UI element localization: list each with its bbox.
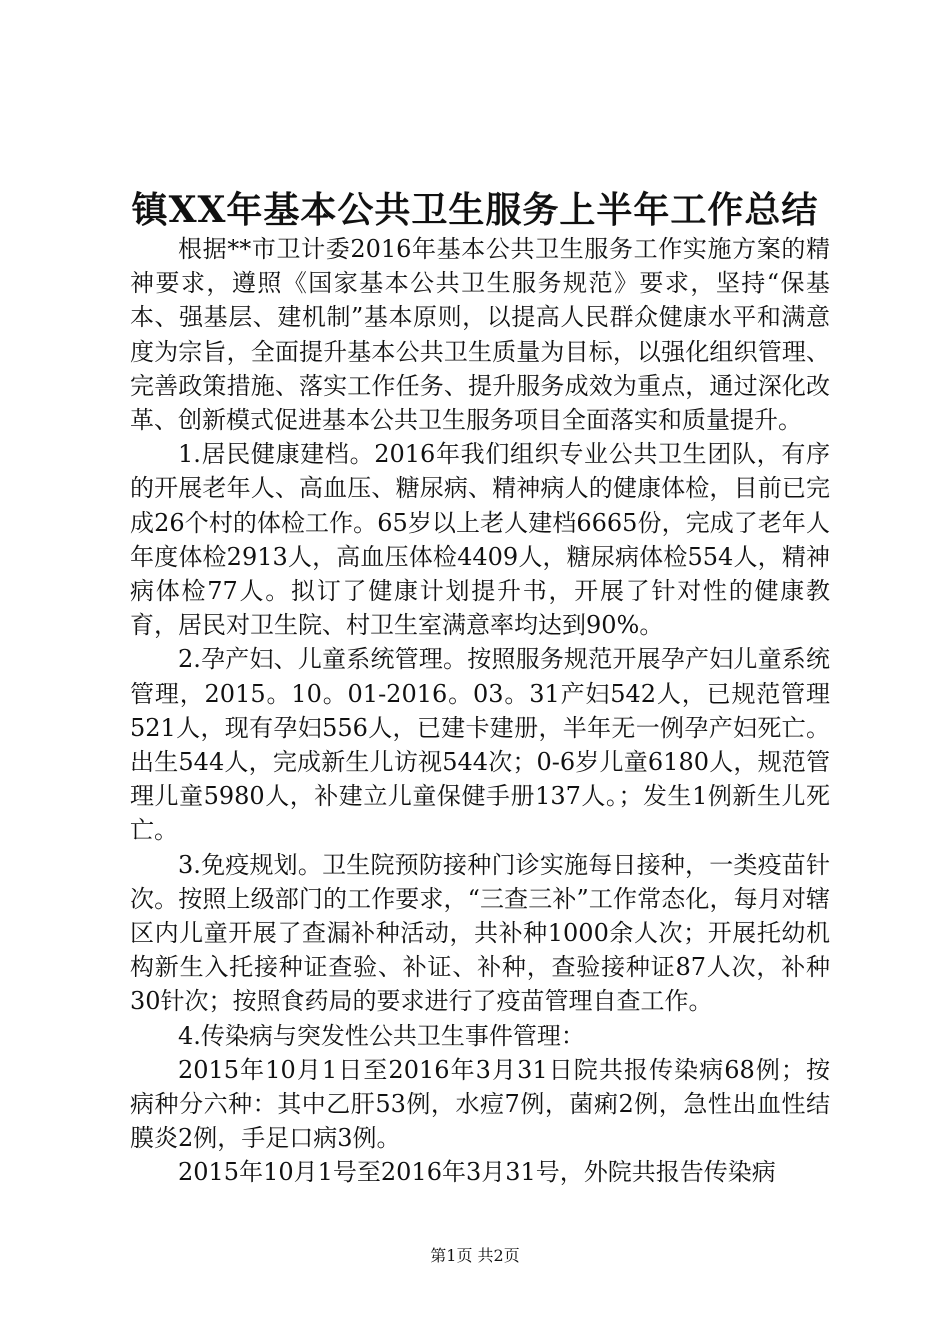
paragraph-infectious-external: 2015年10月1号至2016年3月31号，外院共报告传染病 bbox=[178, 1158, 776, 1187]
paragraph-intro: 根据**市卫计委2016年基本公共卫生服务工作实施方案的精神要求，遵照《国家基本公共卫生服务规范》要求，坚持“保基本、强基层、建机制”基本原则，以提高人民群众健康水平和满意度为宗旨，全面提升基本公共卫生质量为目标，以强化组织管理、完善政策措施、落实工作任务、提升服务成效为重点，通过深化改革、创新模式促进基本公共卫生服务项目全面落实和质量提升。 bbox=[130, 235, 830, 435]
paragraph-immunization: 3.免疫规划。卫生院预防接种门诊实施每日接种，一类疫苗针次。按照上级部门的工作要求，“三查三补”工作常态化，每月对辖区内儿童开展了查漏补种活动，共补种1000余人次；开展托幼机构新生入托接种证查验、补证、补种，查验接种证87人次，补种30针次；按照食药局的要求进行了疫苗管理自查工作。 bbox=[130, 850, 830, 1016]
paragraph-infectious-internal: 2015年10月1日至2016年3月31日院共报传染病68例；按病种分六种：其中乙肝53例，水痘7例，菌痢2例，急性出血性结膜炎2例，手足口病3例。 bbox=[130, 1055, 830, 1153]
document-title: 镇XX年基本公共卫生服务上半年工作总结 bbox=[131, 189, 819, 231]
page-footer: 第1页 共2页 bbox=[430, 1246, 520, 1265]
document-body bbox=[130, 232, 830, 1190]
paragraph-maternal-child: 2.孕产妇、儿童系统管理。按照服务规范开展孕产妇儿童系统管理，2015。10。01-2016。03。31产妇542人，已规范管理521人，现有孕妇556人，已建卡建册，半年无一例孕产妇死亡。出生544人，完成新生儿访视544次；0-6岁儿童6180人，规范管理儿童5980人，补建立儿童保健手册137人。；发生1例新生儿死亡。 bbox=[130, 645, 830, 845]
paragraph-infectious-heading: 4.传染病与突发性公共卫生事件管理： bbox=[178, 1021, 585, 1050]
paragraph-health-records: 1.居民健康建档。2016年我们组织专业公共卫生团队，有序的开展老年人、高血压、糖尿病、精神病人的健康体检，目前已完成26个村的体检工作。65岁以上老人建档6665份，完成了老年人年度体检2913人，高血压体检4409人，糖尿病体检554人，精神病体检77人。拟订了健康计划提升书，开展了针对性的健康教育，居民对卫生院、村卫生室满意率均达到90%。 bbox=[130, 440, 830, 640]
